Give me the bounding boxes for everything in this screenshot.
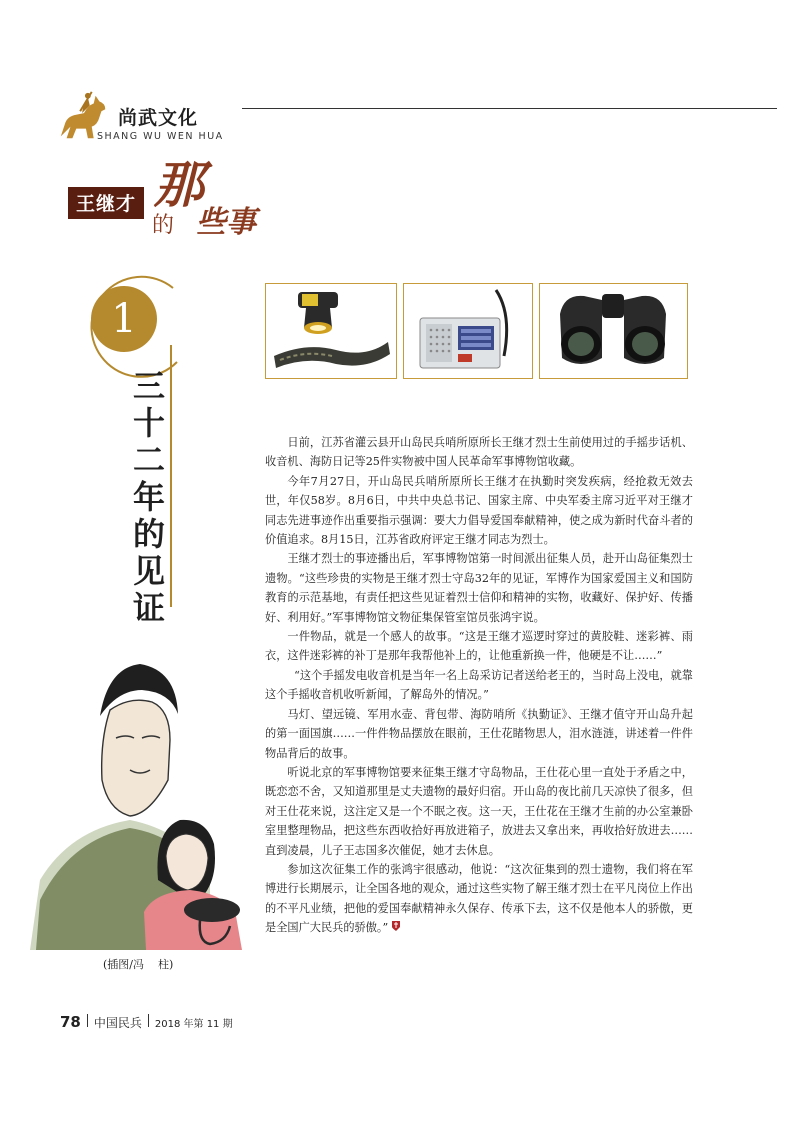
issue-label: 2018 年第 11 期 [154, 1019, 233, 1030]
brand-pinyin: SHANG WU WEN HUA [97, 131, 224, 142]
footer-separator [87, 1014, 88, 1027]
chapter-heading: 三十二年的见证 [132, 367, 165, 627]
page-number: 78 [60, 1013, 81, 1031]
article-body [265, 433, 693, 938]
article-paragraph: 听说北京的军事博物馆要来征集王继才守岛物品，王仕花心里一直处于矛盾之中，既恋恋不舍，又知道那里是丈夫遗物的最好归宿。开山岛的夜比前几天凉快了很多，但对王仕花来说，这注定又是一个不眠之夜。这一天，王仕花在王继才生前的办公室兼卧室里整理物品，把这些东西收拾好再放进箱子，放进去又拿出来，再收拾好放进去……直到凌晨，儿子王志国多次催促，她才去休息。 [265, 765, 693, 857]
title-script-na: 那 [154, 155, 204, 214]
title-script [150, 152, 265, 247]
radio-icon [404, 284, 532, 378]
brand-title: 尚武文化 [118, 107, 199, 129]
article-paragraph-text: 参加这次征集工作的张鸿宇很感动，他说：“这次征集到的烈士遗物，我们将在军博进行长期展示，让全国各地的观众，通过这些实物了解王继才烈士在平凡岗位上作出的不平凡业绩，把他的爱国奉献精神永久保存、传承下去，这不仅是他本人的骄傲，更是全国广大民兵的骄傲。” [265, 862, 693, 935]
article-paragraph: 一件物品，就是一个感人的故事。“这是王继才巡逻时穿过的黄胶鞋、迷彩裤、雨衣，这件迷彩裤的补丁是那年我帮他补上的，让他重新换一件，他硬是不让……” [265, 630, 693, 663]
end-mark-icon [391, 920, 401, 932]
article-paragraph: “这个手摇发电收音机是当年一名上岛采访记者送给老王的，当时岛上没电，就靠这个手摇收音机收听新闻，了解岛外的情况。” [265, 668, 693, 702]
portrait-illustration [30, 630, 260, 950]
photo-binoculars [539, 283, 688, 379]
article-paragraph: 王继才烈士的事迹播出后，军事博物馆第一时间派出征集人员，赴开山岛征集烈士遗物。“这些珍贵的实物是王继才烈士守岛32年的见证，军博作为国家爱国主义和国防教育的示范基地，有责任把这些见证着烈士信仰和精神的实物，收藏好、保护好、传播好、利用好。”军事博物馆文物征集保管室馆员张鸿宇说。 [265, 552, 693, 624]
article-paragraph: 马灯、望远镜、军用水壶、背包带、海防哨所《执勤证》、王继才值守开山岛升起的第一面国旗……一件件物品摆放在眼前，王仕花睹物思人，泪水涟涟，讲述着一件件物品背后的故事。 [265, 707, 693, 760]
chapter-number-badge: 1 [91, 286, 157, 352]
illustration-credit: (插图/冯 柱) [103, 958, 174, 971]
title-script-xieshi: 些事 [196, 205, 256, 240]
header-rule [242, 108, 777, 109]
article-paragraph: 今年7月27日，开山岛民兵哨所原所长王继才在执勤时突发疾病，经抢救无效去世，年仅58岁。8月6日，中共中央总书记、国家主席、中央军委主席习近平对王继才同志先进事迹作出重要指示强调：要大力倡导爱国奉献精神，使之成为新时代奋斗者的价值追求。8月15日，江苏省政府评定王继才同志为烈士。 [265, 474, 693, 547]
photo-headlamp [265, 283, 397, 379]
footer-separator [148, 1014, 149, 1027]
page-footer [60, 1013, 233, 1031]
article-paragraph-last [265, 860, 693, 938]
title-script-de: 的 [152, 213, 175, 238]
article-paragraph: 日前，江苏省灌云县开山岛民兵哨所原所长王继才烈士生前使用过的手摇步话机、收音机、海防日记等25件实物被中国人民革命军事博物馆收藏。 [265, 436, 693, 469]
gold-divider-line [170, 345, 172, 607]
binoculars-icon [540, 284, 687, 378]
photo-radio [403, 283, 533, 379]
headlamp-icon [266, 284, 396, 378]
title-name-box: 王继才 [68, 187, 144, 219]
magazine-name: 中国民兵 [93, 1016, 142, 1030]
